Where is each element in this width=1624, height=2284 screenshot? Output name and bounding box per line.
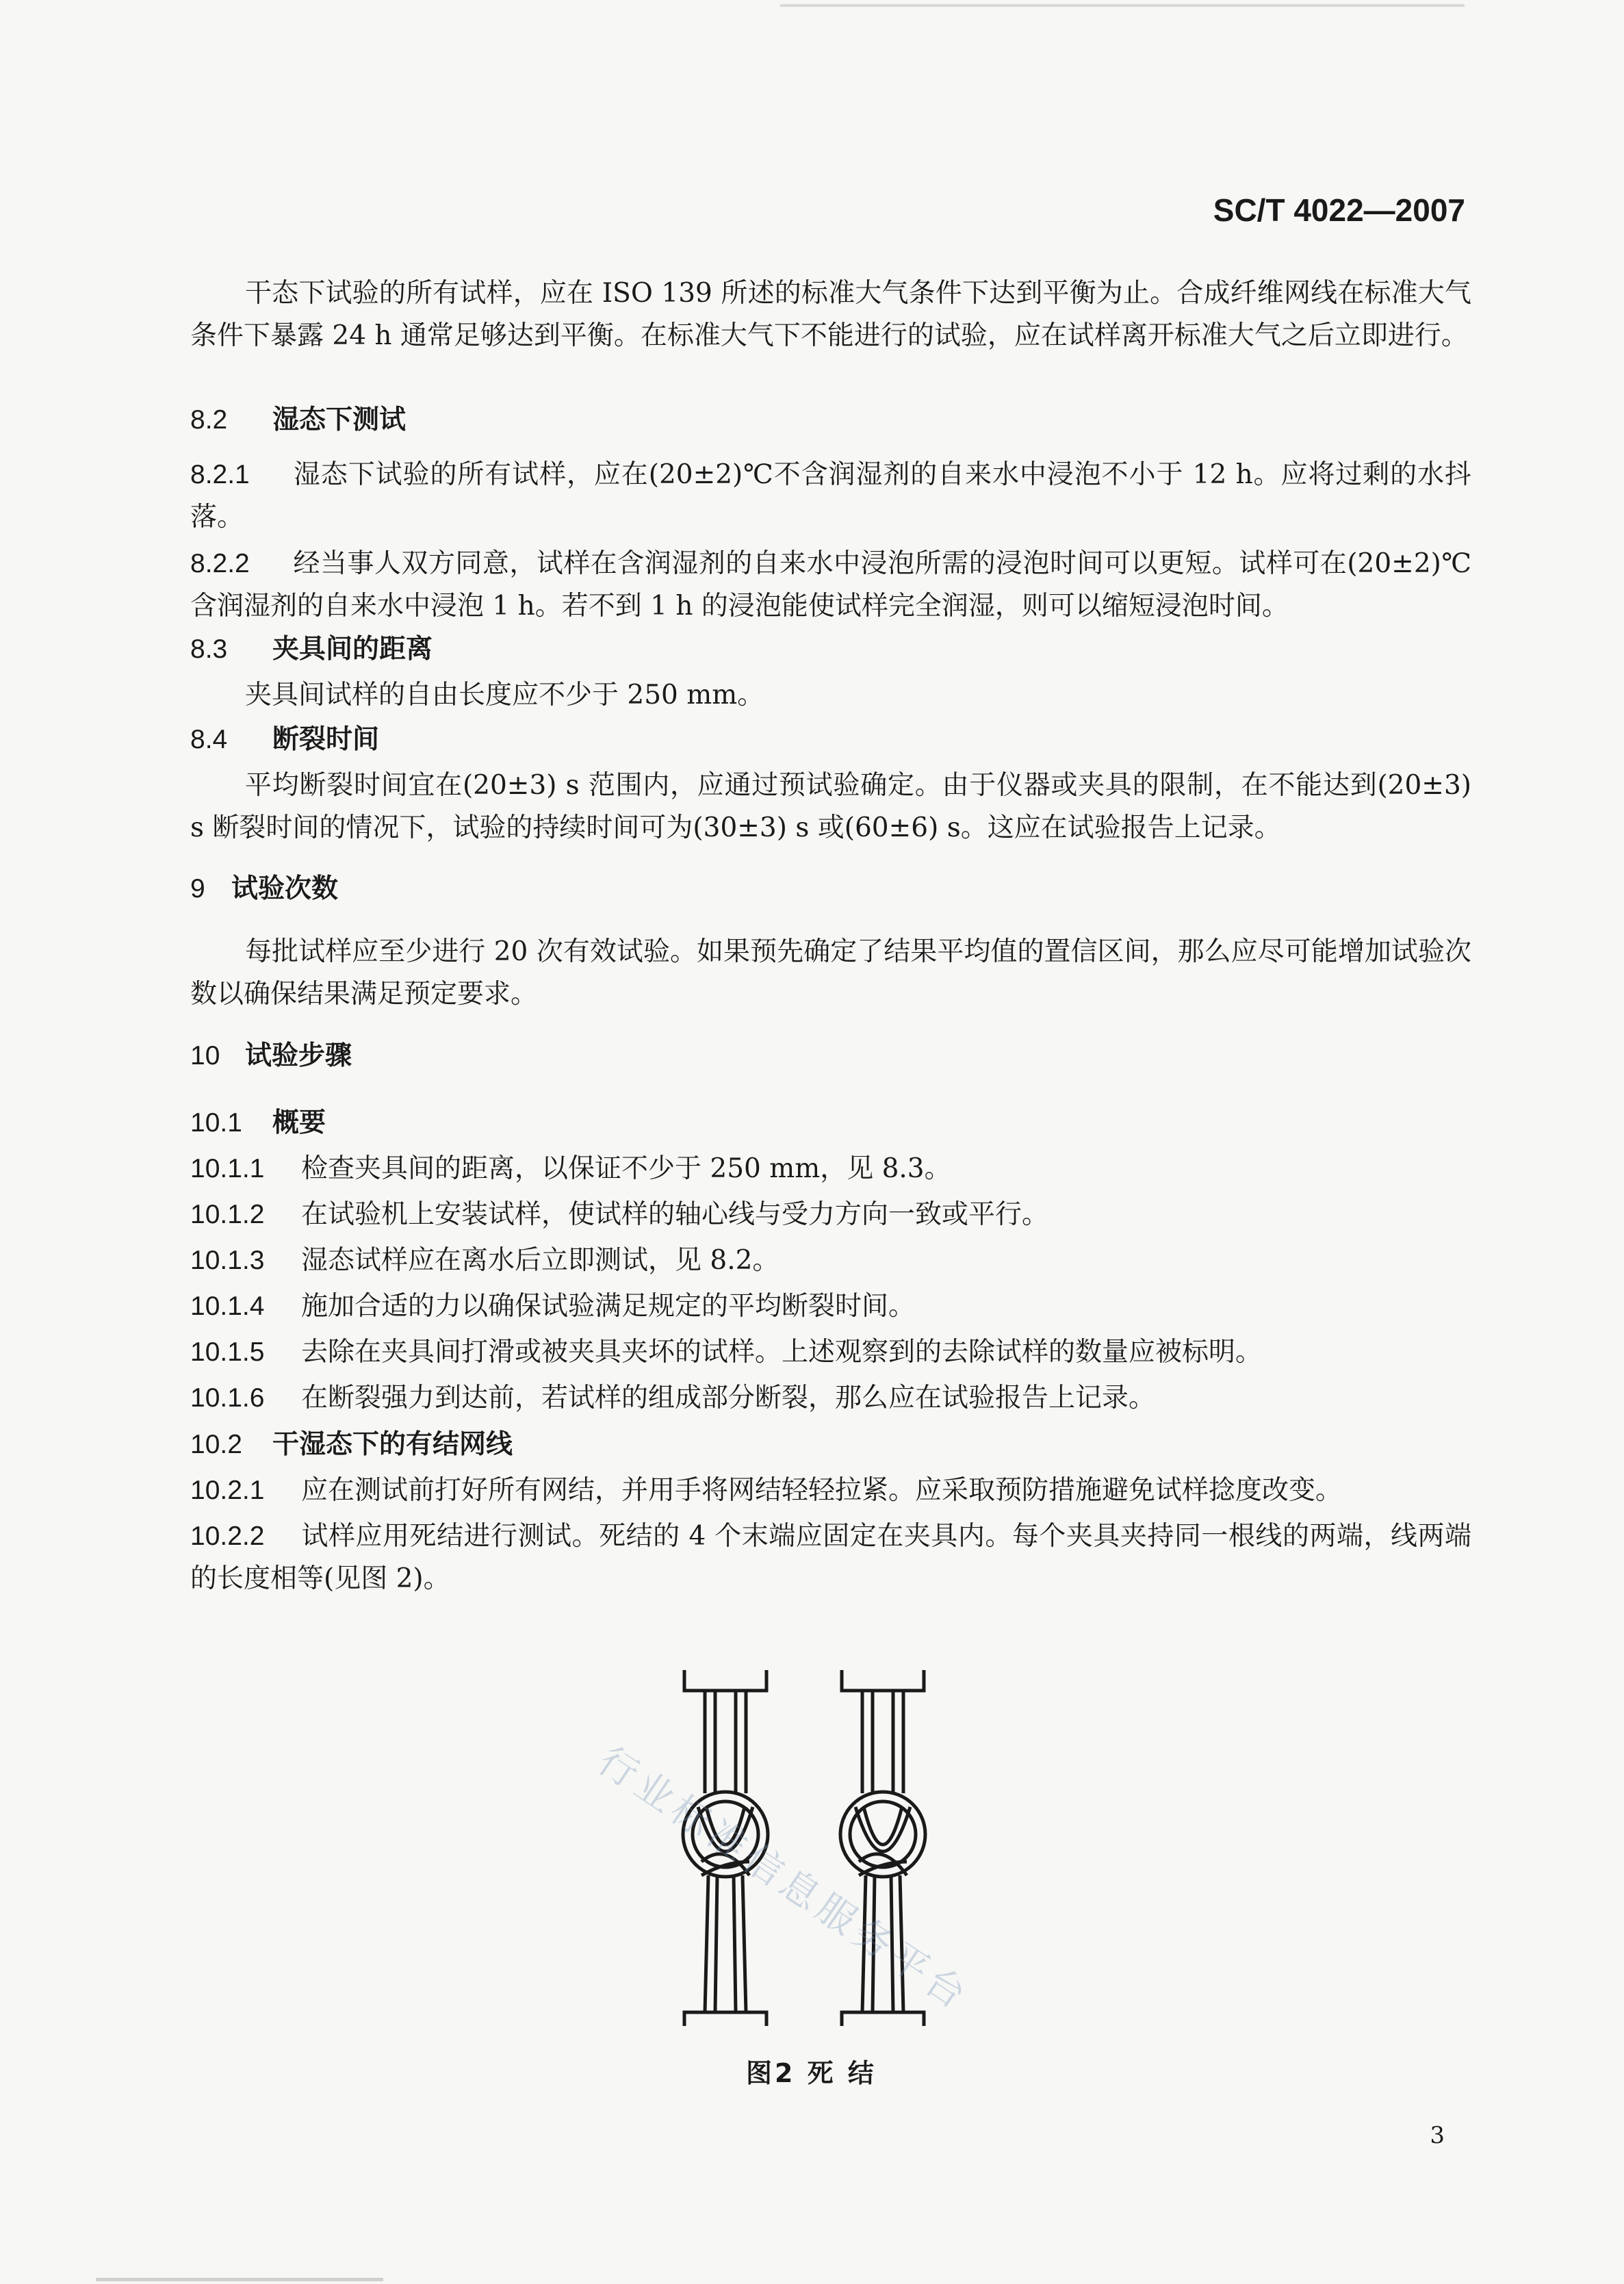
section-9-heading: 9 试验次数	[190, 873, 339, 904]
section-8-4-heading: 8.4 断裂时间	[190, 724, 380, 755]
section-9-text: 每批试样应至少进行 20 次有效试验。如果预先确定了结果平均值的置信区间，那么应尽可能增加试验次数以确保结果满足预定要求。	[190, 936, 1471, 1010]
section-8-3-heading: 8.3 夹具间的距离	[190, 634, 433, 665]
section-10-2-2: 10.2.2 试样应用死结进行测试。死结的 4 个末端应固定在夹具内。每个夹具夹持同一根线的两端，线两端的长度相等(见图 2)。	[190, 1521, 1471, 1594]
section-8-2-2: 8.2.2 经当事人双方同意，试样在含润湿剂的自来水中浸泡所需的浸泡时间可以更短。试样可在(20±2)℃含润湿剂的自来水中浸泡 1 h。若不到 1 h 的浸泡能使试样完全润湿，则可以缩短浸泡时间。	[190, 548, 1471, 621]
section-8-4-text: 平均断裂时间宜在(20±3) s 范围内，应通过预试验确定。由于仪器或夹具的限制，在不能达到(20±3) s 断裂时间的情况下，试验的持续时间可为(30±3) s 或(60±6) s。这应在试验报告上记录。	[190, 770, 1471, 843]
section-10-1-4: 10.1.4 施加合适的力以确保试验满足规定的平均断裂时间。	[190, 1291, 916, 1322]
scan-artifact-bottom	[96, 2278, 383, 2281]
section-10-heading: 10 试验步骤	[190, 1040, 352, 1071]
watermark-text: 行业标准信息服务平台	[589, 1738, 978, 2020]
page-number: 3	[1430, 2122, 1445, 2149]
section-10-2-1: 10.2.1 应在测试前打好所有网结，并用手将网结轻轻拉紧。应采取预防措施避免试样捻度改变。	[190, 1475, 1343, 1506]
section-10-1-5: 10.1.5 去除在夹具间打滑或被夹具夹坏的试样。上述观察到的去除试样的数量应被标明。	[190, 1337, 1263, 1368]
figure-caption: 图2 死 结	[746, 2058, 877, 2088]
section-8-2-heading: 8.2 湿态下测试	[190, 405, 407, 435]
scan-artifact-top	[780, 4, 1465, 7]
section-10-1-1: 10.1.1 检查夹具间的距离，以保证不少于 250 mm，见 8.3。	[190, 1153, 951, 1184]
section-10-2-heading: 10.2 干湿态下的有结网线	[190, 1429, 513, 1460]
section-10-1-2: 10.1.2 在试验机上安装试样，使试样的轴心线与受力方向一致或平行。	[190, 1199, 1049, 1230]
section-10-1-heading: 10.1 概要	[190, 1107, 326, 1138]
section-8-3-text: 夹具间试样的自由长度应不少于 250 mm。	[245, 680, 764, 710]
standard-code: SC/T 4022—2007	[1213, 192, 1465, 228]
section-8-2-1: 8.2.1 湿态下试验的所有试样，应在(20±2)℃不含润湿剂的自来水中浸泡不小于 12 h。应将过剩的水抖落。	[190, 459, 1471, 532]
section-10-1-3: 10.1.3 湿态试样应在离水后立即测试，见 8.2。	[190, 1245, 779, 1276]
paragraph-dry-conditioning: 干态下试验的所有试样，应在 ISO 139 所述的标准大气条件下达到平衡为止。合成纤维网线在标准大气条件下暴露 24 h 通常足够达到平衡。在标准大气下不能进行的试验，应在试样离开标准大气之后立即进行。	[190, 278, 1471, 351]
section-10-1-6: 10.1.6 在断裂强力到达前，若试样的组成部分断裂，那么应在试验报告上记录。	[190, 1383, 1156, 1413]
